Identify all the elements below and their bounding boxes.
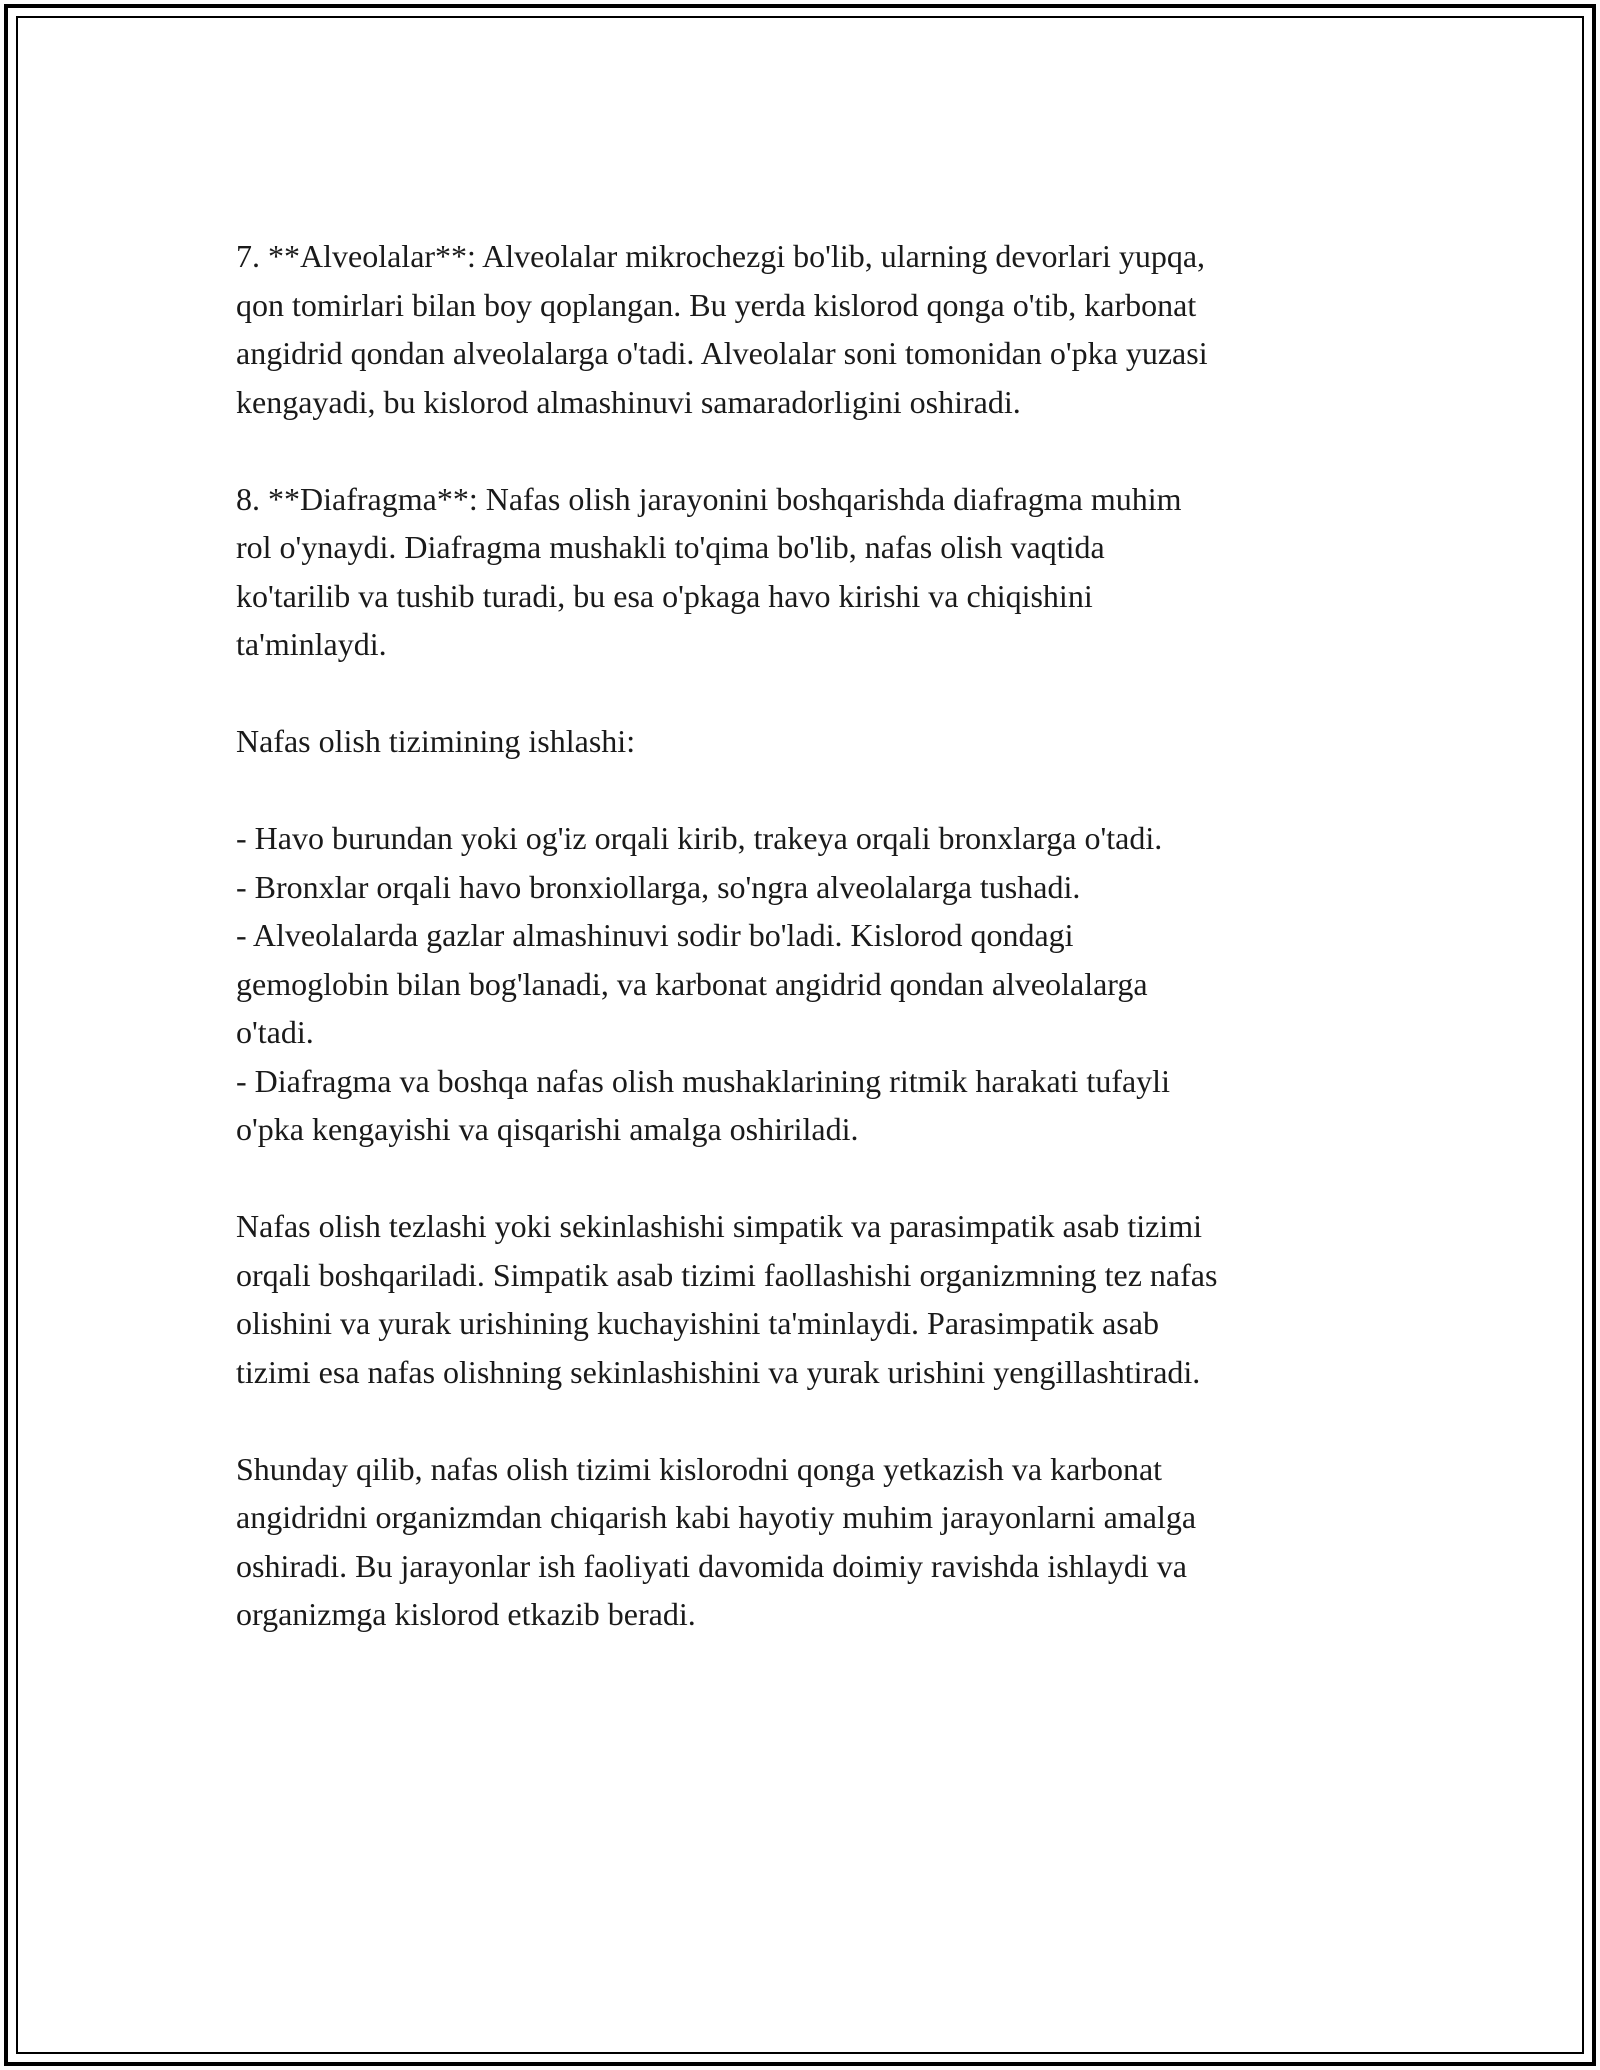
paragraph-diafragma: 8. **Diafragma**: Nafas olish jarayonini boshqarishda diafragma muhim rol o'ynaydi. Diafragma mushakli to'qima bo'lib, nafas olish vaqtida ko'tarilib va tushib turadi, bu esa o'pkaga havo kirishi va chiqishini ta'minlaydi. <box>236 480 1182 662</box>
paragraph-regulation: Nafas olish tezlashi yoki sekinlashishi simpatik va parasimpatik asab tizimi orqali boshqariladi. Simpatik asab tizimi faollashishi organizmning tez nafas olishini va yurak urishining kuchayishini ta'minlaydi. Parasimpatik asab tizimi esa nafas olishning sekinlashishini va yurak urishini yengillashtiradi. <box>236 1208 1218 1390</box>
document-body <box>236 232 1366 1639</box>
paragraph-alveolalar: 7. **Alveolalar**: Alveolalar mikrochezgi bo'lib, ularning devorlari yupqa, qon tomirlari bilan boy qoplangan. Bu yerda kislorod qonga o'tib, karbonat angidrid qondan alveolalarga o'tadi. Alveolalar soni tomonidan o'pka yuzasi kengayadi, bu kislorod almashinuvi samaradorligini oshiradi. <box>236 238 1208 420</box>
process-list: - Havo burundan yoki og'iz orqali kirib, trakeya orqali bronxlarga o'tadi. - Bronxlar orqali havo bronxiollarga, so'ngra alveolalarga tushadi. - Alveolalarda gazlar almashinuvi sodir bo'ladi. Kislorod qondagi gemoglobin bilan bog'lanadi, va karbonat angidrid qondan alveolalarga o'tadi. - Diafragma va boshqa nafas olish mushaklarining ritmik harakati tufayli o'pka kengayishi va qisqarishi amalga oshiriladi. <box>236 820 1170 1147</box>
paragraph-conclusion: Shunday qilib, nafas olish tizimi kislorodni qonga yetkazish va karbonat angidridni organizmdan chiqarish kabi hayotiy muhim jarayonlarni amalga oshiradi. Bu jarayonlar ish faoliyati davomida doimiy ravishda ishlaydi va organizmga kislorod etkazib beradi. <box>236 1450 1197 1632</box>
section-heading: Nafas olish tizimining ishlashi: <box>236 723 636 759</box>
